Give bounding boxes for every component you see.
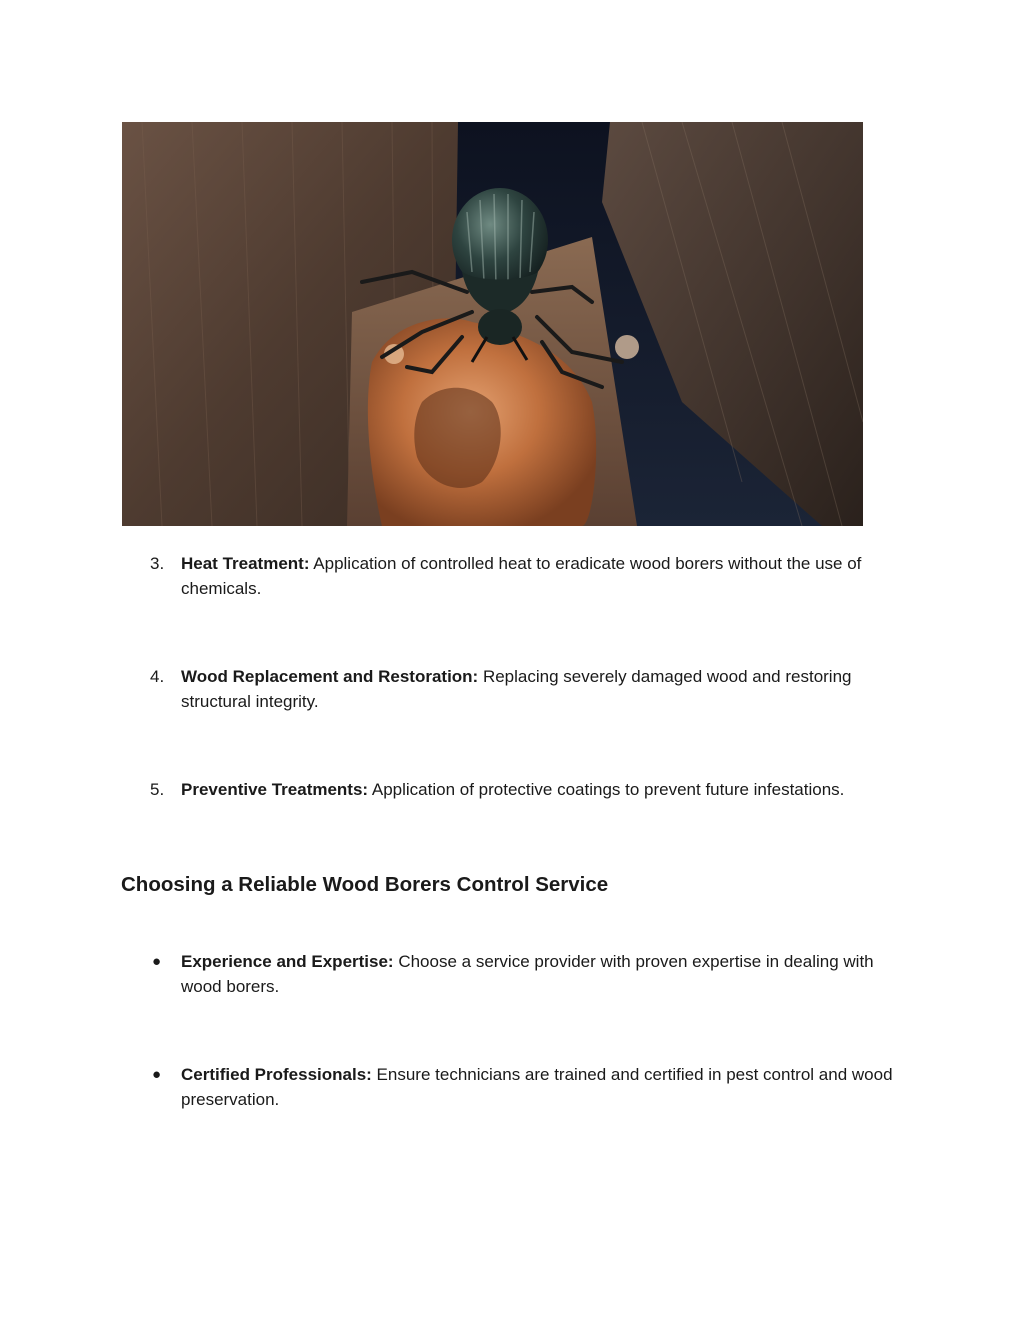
list-item bbox=[150, 778, 930, 803]
bullet-item-lead: Experience and Expertise: bbox=[181, 952, 394, 971]
list-number: 5. bbox=[150, 780, 165, 799]
list-item-body: Application of protective coatings to prevent future infestations. bbox=[368, 780, 845, 799]
list-item-lead: Heat Treatment: bbox=[181, 554, 310, 573]
bullet-item-body: Ensure technicians are trained and certified in pest control and wood preservation. bbox=[181, 1065, 893, 1109]
list-item bbox=[150, 552, 910, 601]
list-item-body: Application of controlled heat to eradicate wood borers without the use of chemicals. bbox=[181, 554, 862, 598]
beetle-illustration bbox=[122, 122, 863, 526]
beetle-on-wood-photo bbox=[122, 122, 863, 526]
bullet-item bbox=[150, 1063, 920, 1112]
list-number: 3. bbox=[150, 554, 165, 573]
list-item bbox=[150, 665, 910, 714]
bullet-icon: ● bbox=[152, 1066, 162, 1083]
list-item-text bbox=[181, 552, 910, 601]
list-number: 4. bbox=[150, 667, 165, 686]
list-item-body: Replacing severely damaged wood and restoring structural integrity. bbox=[181, 667, 852, 711]
section-heading: Choosing a Reliable Wood Borers Control Service bbox=[121, 873, 609, 896]
list-item-lead: Preventive Treatments: bbox=[181, 780, 369, 799]
bullet-item-body: Choose a service provider with proven expertise in dealing with wood borers. bbox=[181, 952, 874, 996]
bullet-icon: ● bbox=[152, 953, 162, 970]
list-item-text bbox=[181, 778, 930, 803]
list-item-lead: Wood Replacement and Restoration: bbox=[181, 667, 479, 686]
list-item-text bbox=[181, 665, 910, 714]
bullet-item-text bbox=[181, 950, 910, 999]
bullet-item-text bbox=[181, 1063, 920, 1112]
bullet-item-lead: Certified Professionals: bbox=[181, 1065, 372, 1084]
bullet-item bbox=[150, 950, 910, 999]
